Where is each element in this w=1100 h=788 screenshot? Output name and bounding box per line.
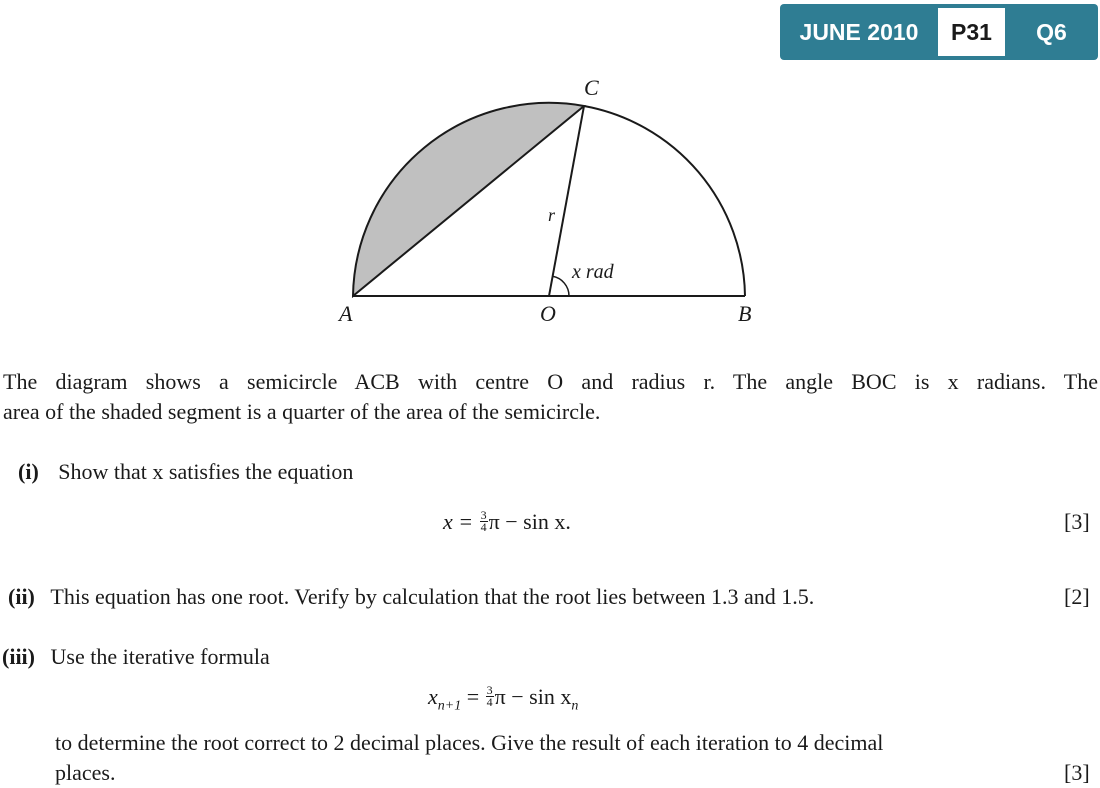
- part-ii-text: This equation has one root. Verify by calculation that the root lies between 1.3 and 1.5.: [50, 584, 815, 609]
- part-iii-text: Use the iterative formula: [50, 644, 270, 669]
- intro-line-2: area of the shaded segment is a quarter of the area of the semicircle.: [3, 399, 601, 424]
- point-c-label: C: [584, 75, 599, 100]
- shaded-segment: [353, 103, 584, 296]
- part-ii: [8, 582, 814, 612]
- part-ii-label: (ii): [8, 584, 35, 609]
- part-iii-line-2: places.: [55, 760, 116, 785]
- formula-fraction-numerator: 3: [486, 683, 493, 698]
- part-ii-marks: [2]: [1064, 584, 1090, 609]
- paper-number-label: P31: [938, 8, 1005, 56]
- part-i-text: Show that x satisfies the equation: [58, 459, 354, 484]
- semicircle-diagram: [0, 0, 1100, 360]
- angle-label-text: x rad: [572, 261, 614, 283]
- angle-label: [571, 261, 615, 283]
- fraction-denominator: 4: [480, 520, 487, 535]
- point-a-label: A: [339, 301, 353, 326]
- formula-lhs: x: [428, 684, 438, 709]
- point-b-label: B: [738, 301, 752, 326]
- equation-fraction: [480, 510, 488, 533]
- point-o-label: O: [540, 301, 556, 326]
- formula-fraction-denominator: 4: [486, 695, 493, 710]
- fraction-numerator: 3: [480, 508, 487, 523]
- intro-line-1: The diagram shows a semicircle ACB with centre O and radius r. The angle BOC is x radians. The: [3, 369, 1098, 394]
- part-i: [18, 457, 353, 487]
- formula-rhs: π − sin x: [494, 684, 572, 709]
- part-iii: [2, 642, 270, 672]
- part-iii-label: (iii): [2, 644, 35, 669]
- part-iii-marks: [3]: [1064, 760, 1090, 785]
- radius-label: r: [548, 205, 556, 225]
- formula-equals: =: [466, 684, 480, 709]
- part-i-equation: [443, 507, 571, 537]
- part-iii-line-1: to determine the root correct to 2 decimal places. Give the result of each iteration to 4 decimal: [55, 730, 884, 755]
- equation-rhs: π − sin x.: [488, 509, 571, 534]
- formula-rhs-subscript: n: [571, 698, 579, 714]
- formula-fraction: [486, 685, 494, 708]
- iterative-formula: [428, 682, 578, 721]
- question-number-label: Q6: [1036, 19, 1067, 45]
- equation-lhs: x =: [443, 509, 474, 534]
- exam-date-label: JUNE 2010: [799, 19, 919, 45]
- part-i-label: (i): [18, 459, 39, 484]
- part-i-marks: [3]: [1064, 509, 1090, 534]
- formula-lhs-subscript: n+1: [437, 698, 462, 714]
- angle-arc: [553, 276, 569, 296]
